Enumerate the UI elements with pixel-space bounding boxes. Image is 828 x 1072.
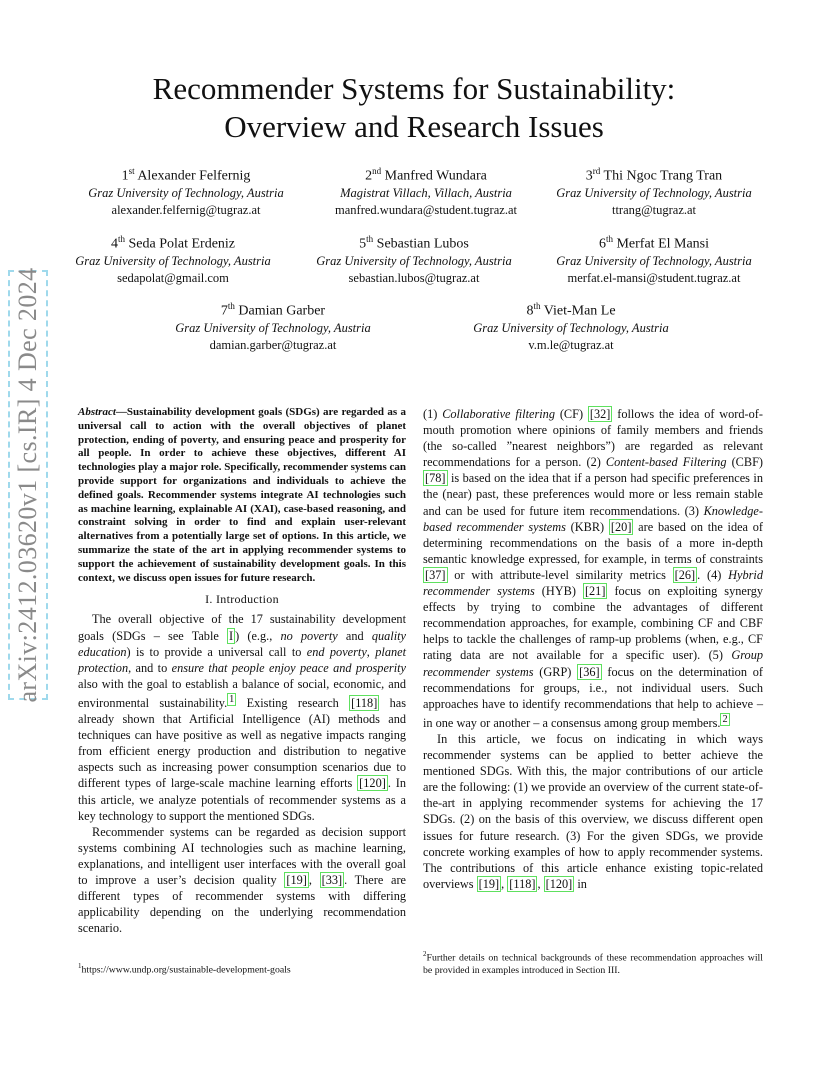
author-block: 4th Seda Polat Erdeniz Graz University of Technology, Austria sedapolat@gmail.com	[75, 234, 271, 285]
title-line-1: Recommender Systems for Sustainability:	[152, 71, 676, 106]
arxiv-id: arXiv:2412.03620v1 [cs.IR] 4 Dec 2024	[13, 267, 42, 703]
author-block: 2nd Manfred Wundara Magistrat Villach, Villach, Austria manfred.wundara@student.tugraz.at	[335, 166, 517, 217]
right-column	[423, 406, 763, 892]
author-block: 1st Alexander Felfernig Graz University of Technology, Austria alexander.felfernig@tugraz.at	[88, 166, 284, 217]
footnote-1: $^1$https://www.undp.org/sustainable-development-goals	[78, 962, 291, 976]
author-block: 5th Sebastian Lubos Graz University of Technology, Austria sebastian.lubos@tugraz.at	[316, 234, 512, 285]
title-line-2: Overview and Research Issues	[224, 109, 604, 144]
left-column	[78, 406, 406, 936]
paragraph: (1) Collaborative filtering (CF) [32] follows the idea of word-of-mouth promotion where opinions of family members and friends (the so-called ”nearest neighbors”) are regarded as relevant recommendations for a person. (2) Content-based Filtering (CBF) [78] is based on the idea that if a person had specific preferences in the (near) past, these preferences would more or less remain stable and can be used for future item recommendations. (3) Knowledge-based recommender systems (KBR) [20] are based on the idea of determining recommendations on the basis of a more in-depth semantic knowledge expressed, for example, in terms of constraints [37] or with attribute-level similarity metrics [26] . (4) Hybrid recommender systems (HYB) [21] focus on exploiting synergy effects by trying to combine the advantages of different recommendation approaches, for example, combining CF and CBF helps to tackle the challenges of ramp-up problems (when, e.g., CF rating data are not available for a specific user). (5) Group recommender systems (GRP) [36] focus on the determination of recommendations for groups, i.e., not individual users. Such approaches have to identify recommendations that help to achieve – in one way or another – a consensus among group members. $^2$	[423, 407, 764, 730]
author-block: 3rd Thi Ngoc Trang Tran Graz University of Technology, Austria ttrang@tugraz.at	[556, 166, 752, 217]
paragraph: The overall objective of the 17 sustainability development goals (SDGs – see Table I ) (e.g., no poverty and quality education) is to provide a universal call to end poverty, planet protection, and to ensure that people enjoy peace and prosperity also with the goal to establish a balance of social, economic, and environmental sustainability. $^1$ Existing research [118] has already shown that Artificial Intelligence (AI) methods and techniques can have positive as well as negative impacts ranging from efficient energy production and distribution to negative aspects such as increasing power consumption scenarios due to different types of large-scale machine learning efforts [120] . In this article, we analyze potentials of recommender systems as a key technology to support the mentioned SDGs.	[78, 612, 406, 823]
arxiv-stamp[interactable]	[8, 267, 48, 703]
author-block: 6th Merfat El Mansi Graz University of Technology, Austria merfat.el-mansi@student.tugraz.at	[556, 234, 752, 285]
author-block: 8th Viet-Man Le Graz University of Technology, Austria v.m.le@tugraz.at	[473, 301, 669, 352]
footnote-2: $^2$Further details on technical backgrounds of these recommendation approaches will be provided in examples introduced in Section III.	[423, 950, 763, 976]
paragraph: In this article, we focus on indicating in which ways recommender systems can be applied to better achieve the mentioned SDGs. With this, the major contributions of our article are the following: (1) we provide an overview of the current state-of-the-art in applying recommender systems for achieving the 17 SDGs. (2) on the basis of this overview, we discuss different open issues for future research. (3) For the given SDGs, we provide concrete working examples of how to apply recommender systems. The contributions of this article enhance existing topic-related overviews [19] , [118] , [120] in	[423, 731, 763, 891]
author-block: 7th Damian Garber Graz University of Technology, Austria damian.garber@tugraz.at	[175, 301, 371, 352]
abstract: Abstract—Sustainability development goals (SDGs) are regarded as a universal call to action with the overall objectives of planet protection, ending of poverty, and ensuring peace and prosperity for all people. In order to achieve these objectives, different AI technologies play a major role. Specifically, recommender systems can provide support for organizations and individuals to achieve the defined goals. Recommender systems integrate AI technologies such as machine learning, explainable AI (XAI), case-based reasoning, and constraint solving in order to find and explain user-relevant alternatives from a potentially large set of options. In this article, we summarize the state of the art in applying recommender systems to support the achievement of sustainability development goals. In this context, we discuss open issues for future research.	[78, 406, 406, 584]
section-heading: I. Introduction	[205, 592, 279, 607]
paper-title	[0, 70, 828, 146]
paragraph: Recommender systems can be regarded as decision support systems combining AI technologies such as machine learning, explanations, and intelligent user interfaces with the overall goal to improve a user’s decision quality [19] , [33] . There are different types of recommender systems with differing applicability depending on the underlying recommendation scenario.	[78, 824, 406, 936]
